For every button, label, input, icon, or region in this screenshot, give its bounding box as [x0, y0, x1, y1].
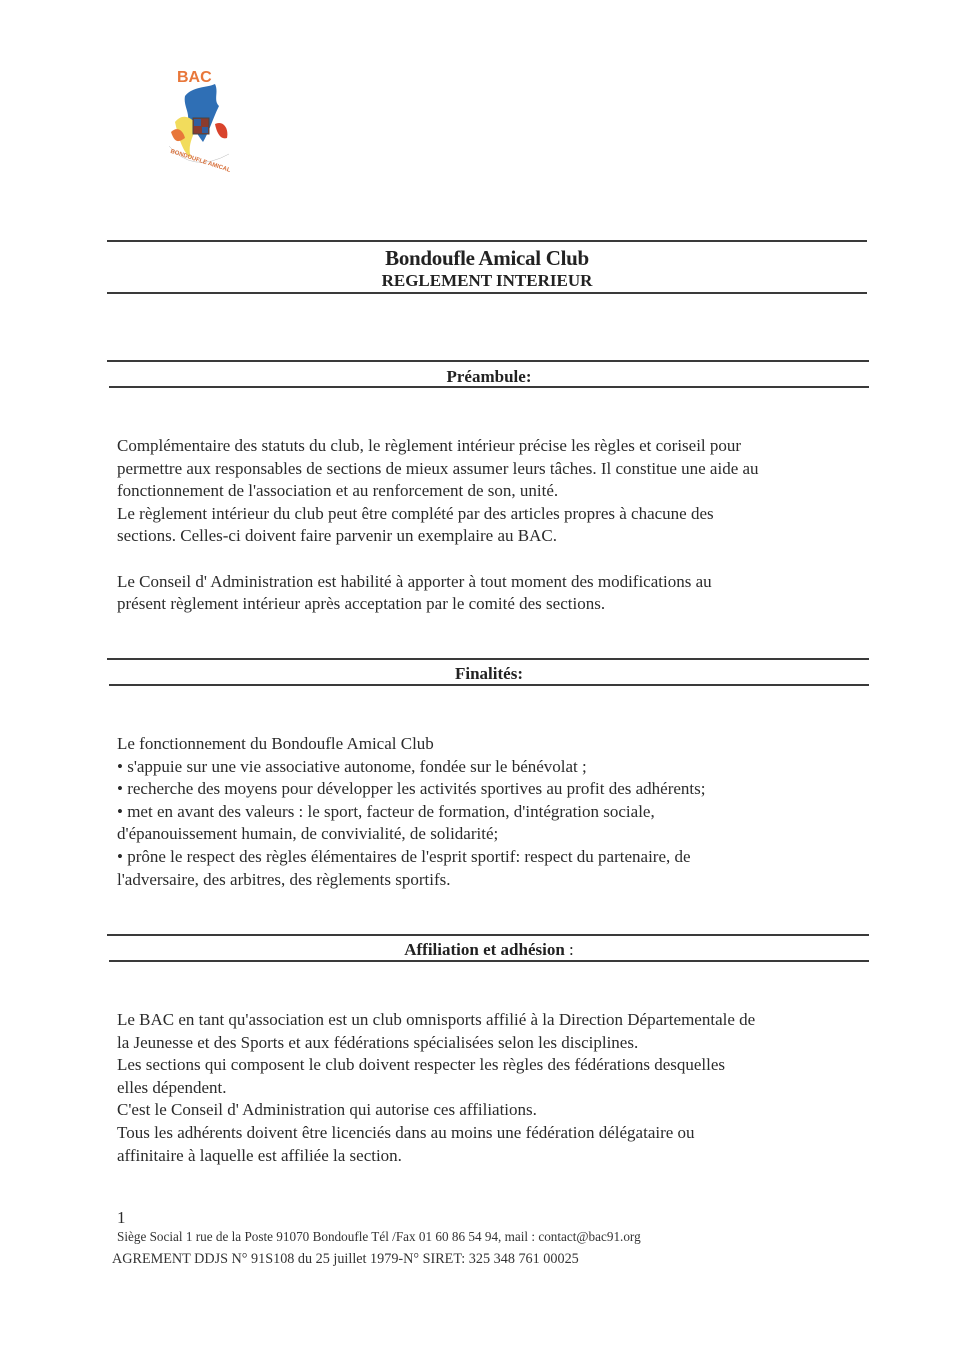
club-logo: [163, 62, 239, 174]
affiliation-body: [117, 1009, 877, 1167]
text-line: Complémentaire des statuts du club, le règlement intérieur précise les règles et coriseil pour: [117, 436, 742, 455]
finalites-body: [117, 733, 877, 891]
preambule-bottom-rule: [109, 386, 869, 388]
text-line: permettre aux responsables de sections de mieux assumer leurs tâches. Il constitue une aide au: [117, 458, 759, 478]
section-heading-finalites: Finalités:: [455, 664, 523, 683]
footer-address: Siège Social 1 rue de la Poste 91070 Bondoufle Tél /Fax 01 60 86 54 94, mail : contact@bac91.org: [117, 1229, 641, 1244]
text-line: C'est le Conseil d' Administration qui autorise ces affiliations.: [117, 1100, 537, 1120]
paragraph-gap: [117, 548, 877, 571]
affiliation-heading-colon: :: [564, 940, 574, 959]
bullet-item: • recherche des moyens pour développer les activités sportives au profit des adhérents;: [117, 779, 706, 799]
text-line: Le Conseil d' Administration est habilité à apporter à tout moment des modifications au: [117, 571, 712, 591]
page-number: 1: [117, 1208, 126, 1227]
text-line: l'adversaire, des arbitres, des règlements sportifs.: [117, 869, 451, 889]
text-line: Tous les adhérents doivent être licenciés dans au moins une fédération délégataire ou: [117, 1122, 695, 1142]
finalites-top-rule: [107, 658, 869, 660]
text-line: elles dépendent.: [117, 1077, 227, 1097]
affiliation-top-rule: [107, 934, 869, 936]
text-line: d'épanouissement humain, de convivialité, de solidarité;: [117, 824, 499, 844]
footer-agrement: AGREMENT DDJS N° 91S108 du 25 juillet 1979-N° SIRET: 325 348 761 00025: [112, 1251, 579, 1267]
bac-logo-icon: [163, 62, 239, 174]
document-title: Bondoufle Amical Club: [385, 246, 589, 270]
title-bottom-rule: [107, 292, 867, 294]
svg-text:BAC: BAC: [177, 69, 212, 86]
text-line: affinitaire à laquelle est affiliée la section.: [117, 1145, 402, 1165]
preambule-body: [117, 435, 877, 616]
bullet-item: • s'appuie sur une vie associative autonome, fondée sur le bénévolat ;: [117, 756, 587, 776]
text-line: sections. Celles-ci doivent faire parvenir un exemplaire au BAC.: [117, 526, 557, 546]
section-heading-affiliation: [109, 940, 869, 960]
section-heading-preambule: Préambule:: [446, 367, 532, 386]
text-line: Le règlement intérieur du club peut être complété par des articles propres à chacune des: [117, 503, 714, 523]
bullet-item: • met en avant des valeurs : le sport, facteur de formation, d'intégration sociale,: [117, 801, 655, 821]
bullet-item: • prône le respect des règles élémentaires de l'esprit sportif: respect du partenaire, de: [117, 846, 691, 866]
text-line: la Jeunesse et des Sports et aux fédérations spécialisées selon les disciplines.: [117, 1032, 639, 1052]
affiliation-bottom-rule: [109, 960, 869, 962]
text-line: présent règlement intérieur après acceptation par le comité des sections.: [117, 594, 606, 614]
text-line: Les sections qui composent le club doivent respecter les règles des fédérations desquelles: [117, 1055, 726, 1075]
text-line: Le fonctionnement du Bondoufle Amical Club: [117, 734, 434, 753]
finalites-bottom-rule: [109, 684, 869, 686]
document-subtitle: REGLEMENT INTERIEUR: [381, 271, 593, 290]
preambule-top-rule: [107, 360, 869, 362]
affiliation-heading-text: Affiliation et adhésion: [404, 940, 565, 959]
text-line: fonctionnement de l'association et au renforcement de son, unité.: [117, 481, 559, 501]
text-line: Le BAC en tant qu'association est un club omnisports affilié à la Direction Départementale de: [117, 1010, 756, 1029]
svg-text:BONDOUFLE AMICAL: BONDOUFLE AMICAL: [169, 148, 232, 174]
title-top-rule: [107, 240, 867, 242]
